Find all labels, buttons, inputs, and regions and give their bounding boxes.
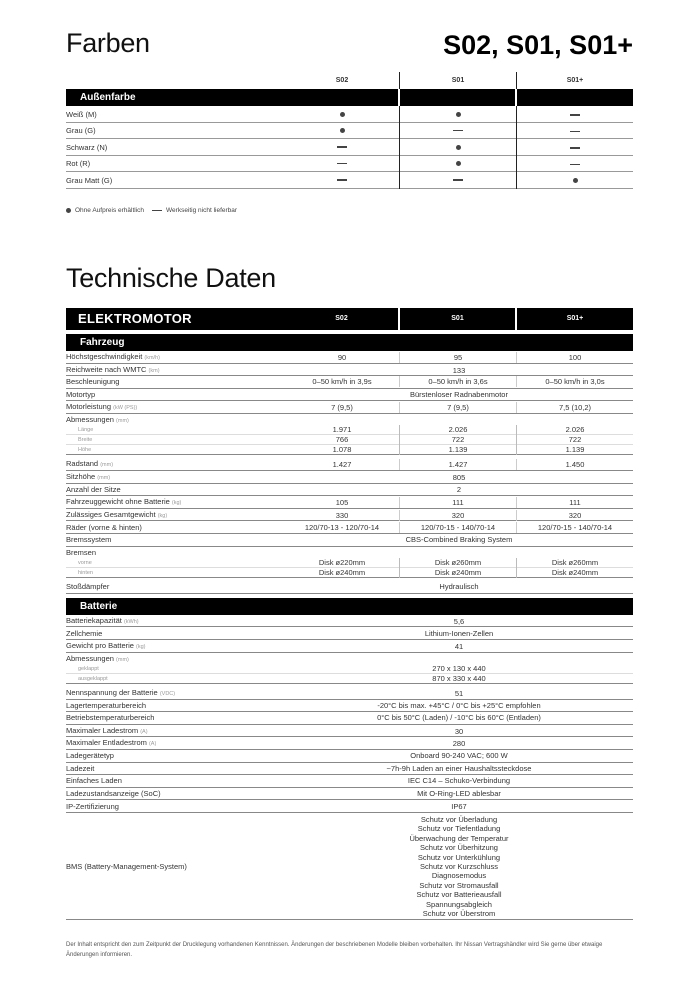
value-cell: 1.139 [565, 445, 585, 455]
row-label: Ladegerätetyp [66, 751, 114, 761]
row-label: Grau Matt (G) [66, 175, 113, 185]
dash-icon [570, 147, 580, 149]
value-cell: 7,5 (10,2) [558, 403, 592, 413]
value-cell: 133 [452, 365, 466, 375]
table-row [66, 788, 633, 801]
bms-feature: Überwachung der Temperatur [409, 833, 509, 843]
availability-cell [400, 123, 517, 140]
unit-label: (kW (PS)) [113, 405, 138, 412]
value-cell: 120/70-15 - 140/70-14 [400, 522, 517, 533]
unit-label: (VDC) [159, 691, 176, 697]
availability-cell [517, 176, 633, 185]
table-row [66, 712, 633, 725]
dot-icon [573, 178, 578, 183]
value-cell: Disk ø260mm [551, 558, 599, 568]
unit-label: (kg) [157, 512, 168, 519]
value-cell: 100 [568, 353, 582, 362]
tech-table [66, 308, 633, 920]
row-label: Stoßdämpfer [66, 582, 110, 592]
sub-label: Länge [78, 427, 94, 434]
table-row [66, 800, 633, 813]
value-cell: Mit O-Ring-LED ablesbar [417, 789, 501, 799]
table-row [66, 351, 633, 364]
availability-cell [400, 172, 517, 189]
table-row [66, 139, 633, 156]
bms-feature: Schutz vor Tiefentladung [417, 824, 501, 834]
table-row [66, 172, 633, 189]
value-cell: 41 [454, 641, 464, 651]
row-label: Ladezustandsanzeige (SoC) [66, 789, 161, 799]
row-label: Maximaler Ladestrom (A) [66, 725, 148, 735]
unit-label: (km/h) [144, 355, 160, 361]
availability-cell [400, 106, 517, 123]
value-cell: ~7h-9h Laden an einer Haushaltssteckdose [386, 763, 532, 773]
row-label: Motorleistung (kW (PS)) [66, 402, 138, 412]
column-s01plus: S01+ [566, 77, 584, 84]
dot-icon [456, 145, 461, 150]
dot-icon [66, 208, 71, 213]
bms-row [66, 813, 633, 920]
bms-feature: Schutz vor Stromausfall [419, 880, 499, 890]
legend-dot-label: Ohne Aufpreis erhältlich [75, 207, 145, 214]
value-cell: 2 [456, 484, 462, 494]
value-cell: 1.078 [285, 445, 400, 455]
unit-label: (mm) [116, 656, 129, 663]
value-cell: 0–50 km/h in 3,0s [545, 377, 605, 387]
value-cell: 105 [285, 497, 400, 508]
table-row [66, 534, 633, 547]
unit-label: (mm) [116, 417, 129, 424]
unit-label: (kg) [171, 500, 182, 507]
bms-feature: Spannungsabgleich [426, 899, 492, 909]
group-row [66, 414, 633, 426]
column-s02: S02 [285, 308, 400, 330]
unit-label: (mm) [97, 475, 111, 482]
dot-icon [340, 112, 345, 117]
row-label: Sitzhöhe (mm) [66, 472, 111, 482]
value-cell: 7 (9,5) [400, 402, 517, 413]
table-row [66, 775, 633, 788]
sub-row [66, 445, 633, 455]
dash-icon [337, 146, 347, 148]
value-cell: 870 x 330 x 440 [432, 674, 486, 683]
table-row [66, 484, 633, 497]
value-cell: 120/70-13 - 120/70-14 [285, 522, 400, 533]
sub-label: Höhe [78, 447, 92, 454]
availability-cell [285, 156, 400, 173]
dot-icon [456, 112, 461, 117]
value-cell: 0–50 km/h in 3,9s [285, 376, 400, 387]
row-label: Bremsen [66, 547, 97, 557]
availability-cell [400, 139, 517, 156]
value-cell: Disk ø260mm [400, 558, 517, 568]
row-label: Nennspannung der Batterie (VDC) [66, 688, 176, 697]
table-row [66, 376, 633, 389]
dash-icon [570, 114, 580, 116]
value-cell: 30 [454, 726, 464, 736]
bms-feature: Schutz vor Überstrom [422, 909, 496, 918]
dash-icon [337, 163, 347, 165]
value-cell: 320 [400, 510, 517, 521]
row-label: Lagertemperaturbereich [66, 700, 147, 710]
value-cell: Disk ø240mm [285, 568, 400, 578]
table-row [66, 509, 633, 522]
sub-label: ausgeklappt [78, 676, 108, 682]
bms-feature: Schutz vor Kurzschluss [420, 861, 498, 871]
sub-label: hinten [78, 570, 93, 577]
section-header: Batterie [66, 598, 633, 615]
dot-icon [340, 128, 345, 133]
value-cell: 766 [285, 435, 400, 445]
legend-dash-label: Werkseitig nicht lieferbar [166, 207, 238, 214]
table-row [66, 364, 633, 377]
value-cell: 120/70-15 - 140/70-14 [537, 522, 613, 532]
table-row [66, 737, 633, 750]
value-cell: 1.139 [400, 445, 517, 455]
sub-row [66, 558, 633, 568]
row-label: Einfaches Laden [66, 776, 122, 786]
row-label: Bremssystem [66, 535, 112, 545]
row-label: Betriebstemperaturbereich [66, 713, 155, 723]
value-cell: 90 [285, 352, 400, 363]
table-row [66, 763, 633, 776]
row-label: Reichweite nach WMTC (km) [66, 364, 160, 374]
dash-icon [570, 131, 580, 133]
value-cell: 722 [568, 435, 582, 445]
table-row [66, 581, 633, 594]
value-cell: 320 [568, 510, 582, 520]
group-row [66, 547, 633, 559]
value-cell: 805 [452, 473, 466, 483]
table-row [66, 627, 633, 640]
column-s01plus: S01+ [566, 315, 584, 322]
sub-label: geklappt [78, 666, 99, 672]
row-label: Radstand (mm) [66, 459, 114, 469]
availability-cell [517, 126, 633, 135]
value-cell: 7 (9,5) [285, 402, 400, 413]
row-label: Grau (G) [66, 126, 96, 136]
section-header: Fahrzeug [66, 334, 633, 351]
value-cell: IEC C14 – Schuko-Verbindung [407, 776, 511, 786]
table-row [66, 725, 633, 738]
row-label: Motortyp [66, 390, 96, 400]
dash-icon [337, 179, 347, 181]
row-label: Abmessungen (mm) [66, 414, 129, 424]
value-cell: 1.427 [400, 459, 517, 470]
value-cell: Disk ø240mm [551, 568, 599, 578]
availability-cell [517, 143, 633, 152]
unit-label: (A) [140, 728, 148, 735]
sub-row [66, 674, 633, 684]
bms-feature: Schutz vor Batterieausfall [416, 890, 502, 900]
value-cell: Onboard 90-240 VAC; 600 W [410, 751, 508, 761]
tech-column-header [66, 308, 633, 330]
row-label: Rot (R) [66, 159, 91, 169]
value-cell: 51 [454, 689, 464, 698]
row-label: Maximaler Entladestrom (A) [66, 738, 157, 748]
availability-cell [285, 106, 400, 123]
value-cell: 1.450 [565, 460, 585, 470]
colors-column-header [66, 72, 633, 89]
availability-cell [285, 123, 400, 140]
value-cell: IP67 [451, 801, 467, 811]
availability-cell [400, 156, 517, 173]
column-s02: S02 [285, 72, 400, 89]
table-row [66, 687, 633, 700]
section-header-aussenfarbe [66, 89, 633, 106]
table-row [66, 401, 633, 414]
value-cell: 0°C bis 50°C (Laden) / -10°C bis 60°C (Entladen) [377, 713, 541, 723]
group-row [66, 653, 633, 665]
bms-feature: Schutz vor Überladung [420, 814, 498, 824]
bms-feature: Diagnosemodus [431, 871, 487, 881]
dot-icon [456, 161, 461, 166]
row-label: Fahrzeuggewicht ohne Batterie (kg) [66, 497, 182, 507]
value-cell: 111 [569, 498, 581, 508]
row-label: Beschleunigung [66, 377, 120, 387]
sub-label: vorne [78, 560, 92, 567]
dash-icon [570, 164, 580, 166]
row-label: Schwarz (N) [66, 142, 108, 152]
bms-feature: Schutz vor Überhitzung [420, 843, 498, 853]
table-row [66, 156, 633, 173]
table-row [66, 700, 633, 713]
unit-label: (kg) [136, 643, 146, 650]
table-row [66, 123, 633, 140]
unit-label: (km) [148, 367, 160, 374]
unit-label: (mm) [100, 462, 114, 469]
value-cell: 330 [285, 510, 400, 521]
table-row [66, 496, 633, 509]
row-label: Batteriekapazität (kWh) [66, 615, 139, 625]
colors-title: Farben [66, 28, 150, 58]
row-label: Weiß (M) [66, 109, 97, 119]
sub-row [66, 568, 633, 578]
value-cell: 95 [400, 352, 517, 363]
value-cell: 2.026 [400, 425, 517, 435]
availability-cell [517, 159, 633, 168]
sub-row [66, 425, 633, 435]
row-label: Räder (vorne & hinten) [66, 522, 142, 532]
dash-icon [152, 210, 162, 212]
row-label: Anzahl der Sitze [66, 484, 121, 494]
sub-row [66, 435, 633, 445]
table-row [66, 640, 633, 653]
unit-label: (kWh) [123, 618, 139, 625]
value-cell: Disk ø220mm [285, 558, 400, 568]
colors-table [66, 72, 633, 189]
availability-cell [517, 110, 633, 119]
footer-disclaimer: Der Inhalt entspricht den zum Zeitpunkt der Drucklegung vorhandenen Kenntnissen. Änderungen der beschriebenen Modelle bleiben vorbehalten. Ihr Nissan Vertragshändler wird Sie gerne über etwaige Änderungen informieren. [66, 942, 603, 958]
value-cell: 1.971 [285, 425, 400, 435]
value-cell: 5,6 [453, 616, 465, 626]
availability-cell [285, 139, 400, 156]
column-s01: S01 [400, 72, 517, 89]
row-label: Ladezeit [66, 763, 95, 773]
value-cell: 2.026 [565, 425, 585, 435]
value-cell: 1.427 [285, 459, 400, 470]
models-title: S02, S01, S01+ [443, 30, 633, 60]
section-title: Außenfarbe [80, 92, 136, 103]
value-cell: 722 [400, 435, 517, 445]
table-row [66, 521, 633, 534]
bms-feature: Schutz vor Unterkühlung [417, 852, 501, 862]
dash-icon [453, 179, 463, 181]
table-row [66, 615, 633, 628]
sub-row [66, 664, 633, 674]
sub-label: Breite [78, 437, 93, 444]
row-label: Abmessungen (mm) [66, 653, 129, 663]
value-cell: 270 x 130 x 440 [432, 664, 486, 673]
table-row [66, 106, 633, 123]
unit-label: (A) [148, 741, 157, 748]
value-cell: CBS-Combined Braking System [405, 535, 513, 545]
value-cell: 280 [452, 739, 466, 749]
row-label: BMS (Battery-Management-System) [66, 862, 187, 872]
row-label: Zulässiges Gesamtgewicht (kg) [66, 509, 168, 519]
value-cell: Lithium-Ionen-Zellen [424, 628, 494, 638]
row-label: IP-Zertifizierung [66, 801, 119, 811]
value-cell: 111 [400, 497, 517, 508]
dash-icon [453, 130, 463, 132]
table-row [66, 458, 633, 471]
table-row [66, 389, 633, 402]
availability-cell [285, 172, 400, 189]
table-row [66, 750, 633, 763]
tech-title: Technische Daten [66, 263, 276, 293]
value-cell: -20°C bis max. +45°C / 0°C bis +25°C empfohlen [377, 700, 541, 710]
table-row [66, 471, 633, 484]
value-cell: 0–50 km/h in 3,6s [400, 376, 517, 387]
row-label: Zellchemie [66, 628, 103, 638]
row-label: Höchstgeschwindigkeit (km/h) [66, 352, 160, 361]
value-cell: Disk ø240mm [400, 568, 517, 578]
column-s01: S01 [400, 308, 517, 330]
row-label: Gewicht pro Batterie (kg) [66, 640, 146, 650]
colors-legend [66, 207, 237, 214]
tech-header-title: ELEKTROMOTOR [78, 311, 192, 326]
value-cell: Bürstenloser Radnabenmotor [410, 390, 508, 400]
value-cell: Hydraulisch [439, 582, 479, 592]
